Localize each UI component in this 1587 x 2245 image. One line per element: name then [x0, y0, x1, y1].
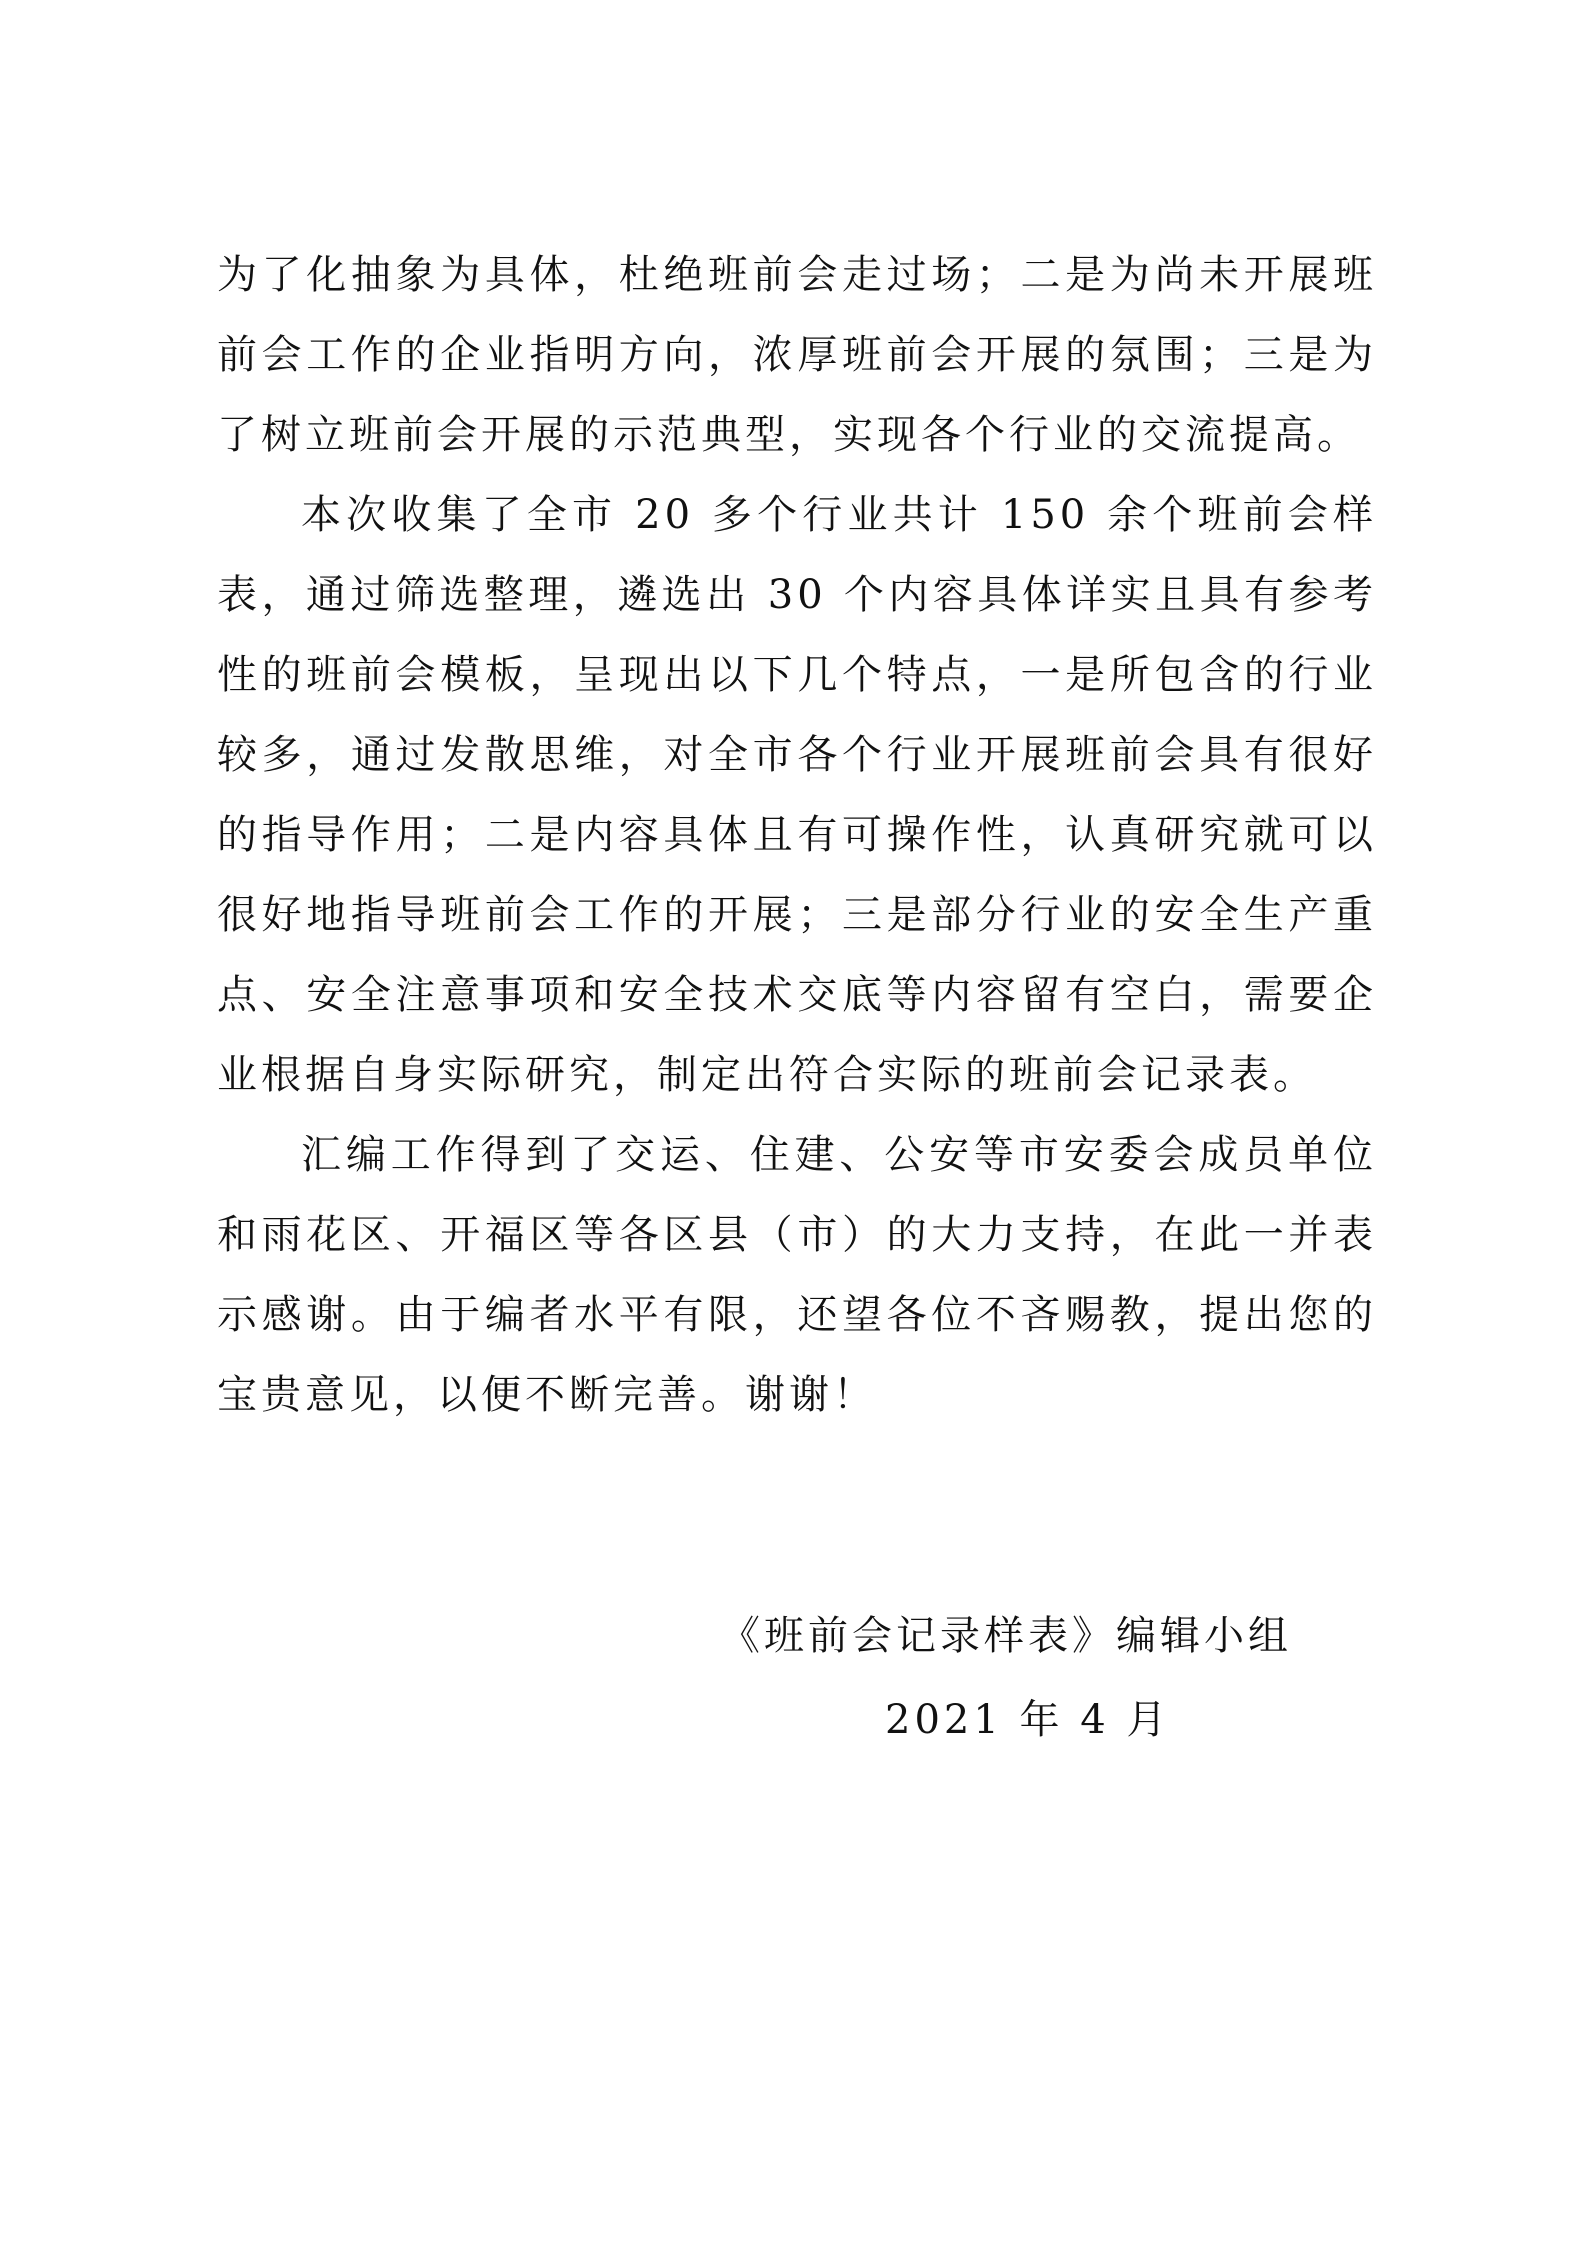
signature-editorial-group: 《班前会记录样表》编辑小组 — [720, 1613, 1292, 1659]
document-body — [217, 235, 1377, 1435]
paragraph-collection-summary: 本次收集了全市 20 多个行业共计 150 余个班前会样表，通过筛选整理，遴选出 30 个内容具体详实且具有参考性的班前会模板，呈现出以下几个特点，一是所包含的行业较多，通过发散思维，对全市各个行业开展班前会具有很好的指导作用；二是内容具体且有可操作性，认真研究就可以很好地指导班前会工作的开展；三是部分行业的安全生产重点、安全注意事项和安全技术交底等内容留有空白，需要企业根据自身实际研究，制定出符合实际的班前会记录表。 — [217, 492, 1377, 1098]
paragraph-acknowledgement: 汇编工作得到了交运、住建、公安等市安委会成员单位和雨花区、开福区等各区县（市）的大力支持，在此一并表示感谢。由于编者水平有限，还望各位不吝赐教，提出您的宝贵意见，以便不断完善。谢谢！ — [217, 1132, 1377, 1418]
signature-date: 2021 年 4 月 — [885, 1697, 1171, 1743]
paragraph-continuation: 为了化抽象为具体，杜绝班前会走过场；二是为尚未开展班前会工作的企业指明方向，浓厚班前会开展的氛围；三是为了树立班前会开展的示范典型，实现各个行业的交流提高。 — [217, 252, 1377, 458]
